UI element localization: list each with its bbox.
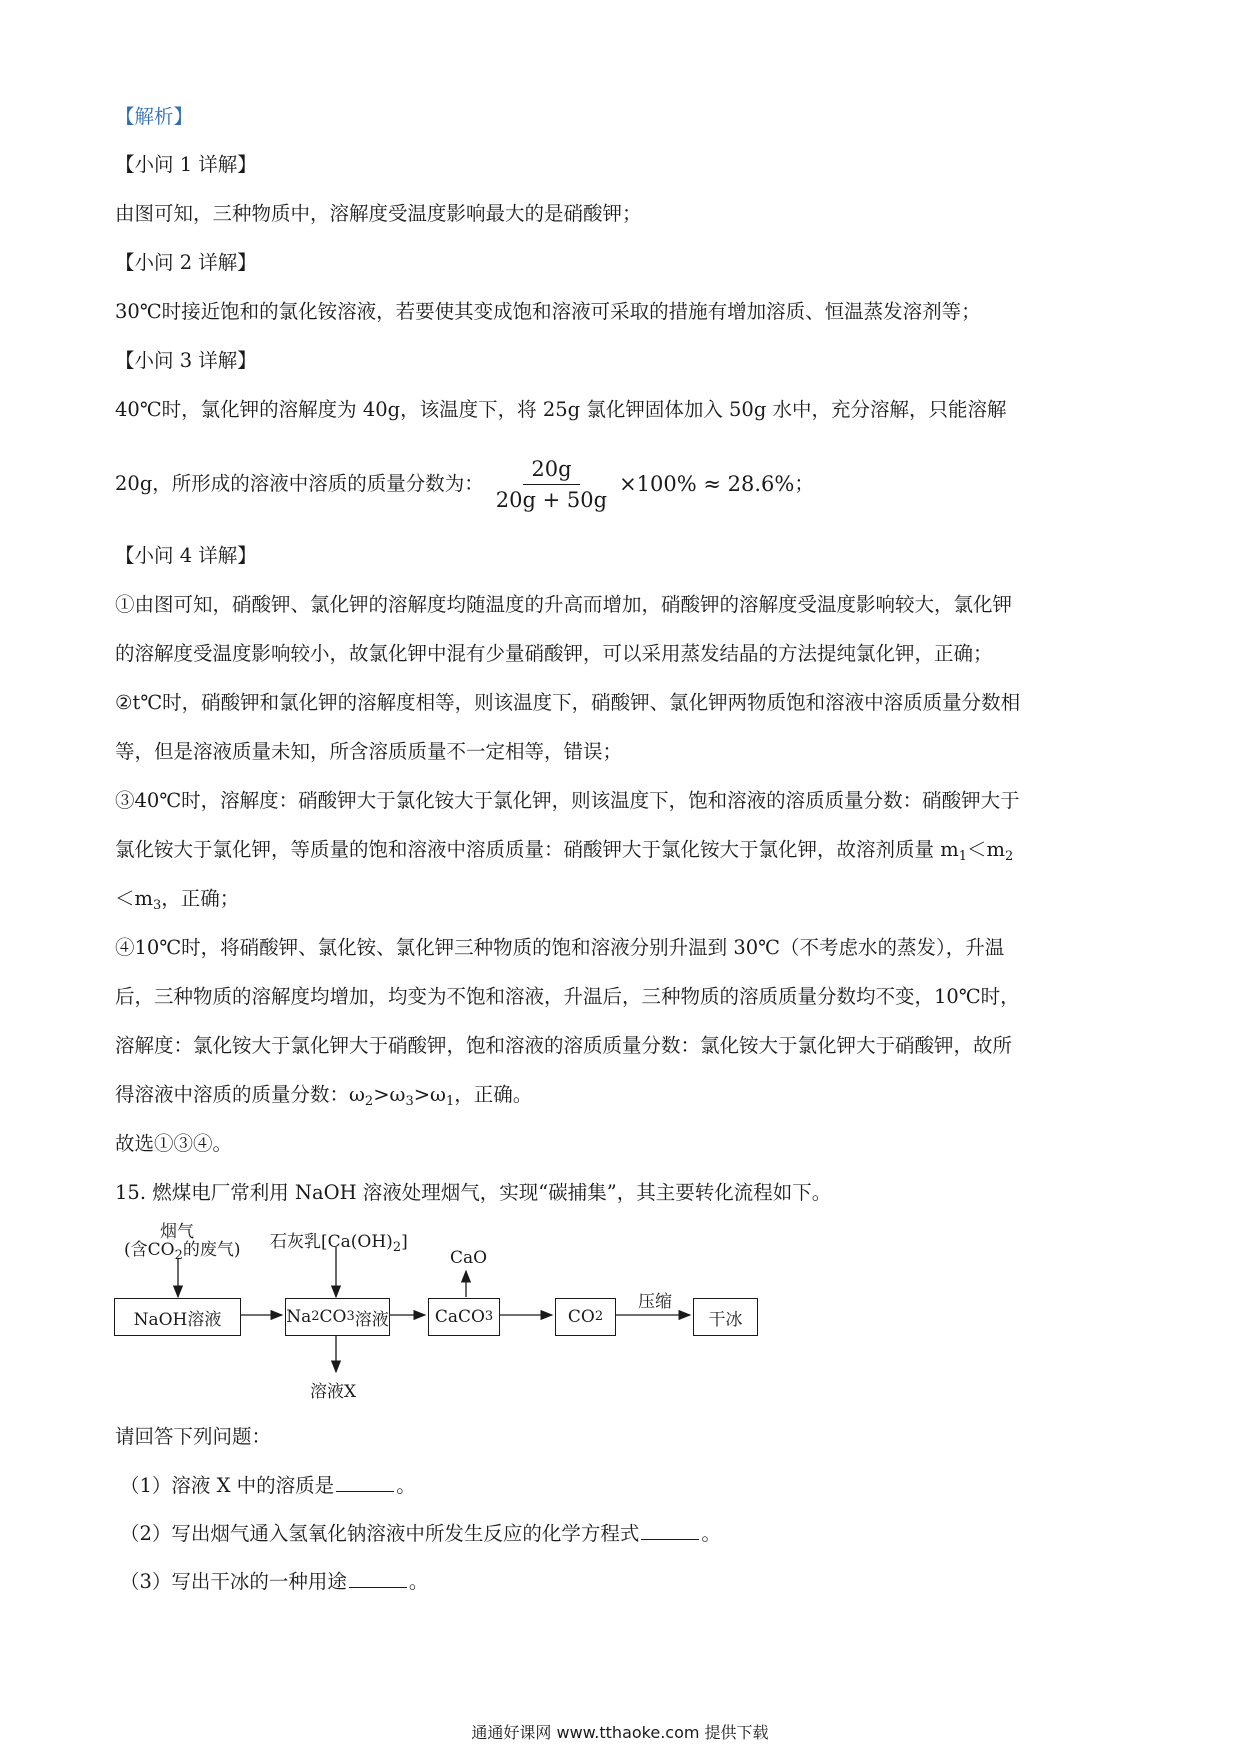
carbon-capture-flow-diagram [110, 1215, 790, 1405]
box-na2co3-text: Na [286, 1307, 312, 1327]
q4-item4-line1: ④10℃时，将硝酸钾、氯化铵、氯化钾三种物质的饱和溶液分别升温到 30℃（不考虑水的蒸发），升温 [115, 936, 1005, 959]
answer-blank[interactable] [349, 1569, 407, 1588]
q4-item4-line4-text: >ω [413, 1083, 446, 1106]
subscript: 2 [364, 1094, 374, 1109]
lime-milk-text: ] [401, 1232, 408, 1252]
cao-label: CaO [450, 1248, 488, 1268]
q15-sub3-end: 。 [408, 1570, 429, 1593]
flue-gas-label: 烟气 [160, 1222, 194, 1242]
q4-item4-line4-text: >ω [373, 1083, 406, 1106]
q4-item4-line4-text: ，正确。 [454, 1083, 533, 1106]
mass-fraction-formula [488, 456, 615, 513]
box-naoh-solution: NaOH溶液 [114, 1298, 241, 1336]
answer-blank[interactable] [641, 1521, 699, 1540]
q1-heading: 【小问 1 详解】 [115, 153, 257, 176]
subscript: 2 [392, 1240, 402, 1255]
subscript: 3 [153, 898, 162, 913]
q4-item4-line4 [115, 1081, 532, 1109]
formula-result: ×100% ≈ 28.6% [619, 472, 795, 496]
q4-item2-line2: 等，但是溶液质量未知，所含溶质质量不一定相等，错误； [115, 740, 623, 763]
box-na2co3-text: CO [319, 1307, 347, 1327]
compress-label: 压缩 [638, 1292, 672, 1312]
box-dry-ice: 干冰 [693, 1298, 758, 1336]
box-caco3: CaCO 3 [428, 1298, 500, 1336]
q3-line2-suffix: ； [794, 472, 814, 495]
subscript: 1 [958, 849, 967, 864]
q4-item4-line4-text: 得溶液中溶质的质量分数：ω [115, 1083, 365, 1106]
q1-text: 由图可知，三种物质中，溶解度受温度影响最大的是硝酸钾； [115, 202, 642, 225]
q15-sub2 [120, 1520, 721, 1548]
flue-gas-sublabel-text: 的废气) [182, 1240, 241, 1260]
q15-sub1-text: （1）溶液 X 中的溶质是 [120, 1474, 335, 1497]
q3-line1: 40℃时，氯化钾的溶解度为 40g，该温度下，将 25g 氯化钾固体加入 50g 水中，充分溶解，只能溶解 [115, 398, 1007, 421]
lime-milk-label [270, 1227, 408, 1255]
q4-conclusion: 故选①③④。 [115, 1132, 233, 1155]
q4-heading: 【小问 4 详解】 [115, 544, 257, 567]
q4-item4-line3: 溶解度：氯化铵大于氯化钾大于硝酸钾，饱和溶液的溶质质量分数：氯化铵大于氯化钾大于硝酸钾，故所 [115, 1034, 1013, 1057]
q4-item1-line1: ①由图可知，硝酸钾、氯化钾的溶解度均随温度的升高而增加，硝酸钾的溶解度受温度影响较大，氯化钾 [115, 593, 1013, 616]
q15-sub3-text: （3）写出干冰的一种用途 [120, 1570, 347, 1593]
box-co2-text: CO [567, 1307, 595, 1327]
q4-item3-line2-text: 氯化铵大于氯化钾，等质量的饱和溶液中溶质质量：硝酸钾大于氯化铵大于氯化钾，故溶剂质量 m [115, 838, 959, 861]
q15-sub1 [120, 1472, 416, 1500]
q2-heading: 【小问 2 详解】 [115, 251, 257, 274]
q3-heading: 【小问 3 详解】 [115, 349, 257, 372]
lime-milk-text: 石灰乳[Ca(OH) [270, 1232, 393, 1252]
q3-line2-prefix: 20g，所形成的溶液中溶质的质量分数为： [115, 472, 484, 495]
q15-prompt: 请回答下列问题： [115, 1425, 272, 1448]
subscript: 3 [405, 1094, 414, 1109]
box-co2: CO 2 [555, 1298, 616, 1336]
footer-watermark: 通通好课网 www.tthaoke.com 提供下载 [471, 1723, 769, 1742]
q4-item2-line1: ②t℃时，硝酸钾和氯化钾的溶解度相等，则该温度下，硝酸钾、氯化钾两物质饱和溶液中溶质质量分数相 [115, 691, 1021, 714]
flue-gas-sublabel-text: (含CO [124, 1240, 175, 1260]
q2-text: 30℃时接近饱和的氯化铵溶液，若要使其变成饱和溶液可采取的措施有增加溶质、恒温蒸发溶剂等； [115, 300, 981, 323]
answer-blank[interactable] [336, 1473, 394, 1492]
box-na2co3-text: 溶液 [354, 1309, 389, 1330]
box-na2co3-solution: Na 2 CO 3 溶液 [285, 1298, 390, 1336]
formula-denominator: 20g + 50g [495, 487, 608, 512]
q15-sub1-end: 。 [396, 1474, 416, 1497]
formula-numerator: 20g [523, 456, 579, 485]
q15-stem: 15. 燃煤电厂常利用 NaOH 溶液处理烟气，实现“碳捕集”，其主要转化流程如下。 [115, 1181, 832, 1204]
q4-item3-line2-text: ＜m [966, 838, 1005, 861]
q4-item3-line3-text: ，正确； [161, 887, 240, 910]
q4-item4-line2: 后，三种物质的溶解度均增加，均变为不饱和溶液，升温后，三种物质的溶质质量分数均不变，10℃时， [115, 985, 1020, 1008]
q3-line2 [115, 452, 814, 516]
q15-sub3 [120, 1568, 428, 1596]
q4-item1-line2: 的溶解度受温度影响较小，故氯化钾中混有少量硝酸钾，可以采用蒸发结晶的方法提纯氯化钾，正确； [115, 642, 993, 665]
solution-x-label: 溶液X [310, 1382, 357, 1402]
q4-item3-line1: ③40℃时，溶解度：硝酸钾大于氯化铵大于氯化钾，则该温度下，饱和溶液的溶质质量分数：硝酸钾大于 [115, 789, 1020, 812]
q4-item3-line3-text: ＜m [115, 887, 153, 910]
box-caco3-text: CaCO [434, 1307, 485, 1327]
q15-sub2-text: （2）写出烟气通入氢氧化钠溶液中所发生反应的化学方程式 [120, 1522, 640, 1545]
q15-sub2-end: 。 [701, 1522, 721, 1545]
q4-item3-line2 [115, 836, 1013, 864]
subscript: 1 [445, 1094, 455, 1109]
flue-gas-sublabel [124, 1235, 241, 1263]
analysis-heading: 【解析】 [115, 105, 194, 128]
subscript: 2 [174, 1248, 183, 1263]
subscript: 2 [1004, 849, 1014, 864]
q4-item3-line3 [115, 885, 239, 913]
